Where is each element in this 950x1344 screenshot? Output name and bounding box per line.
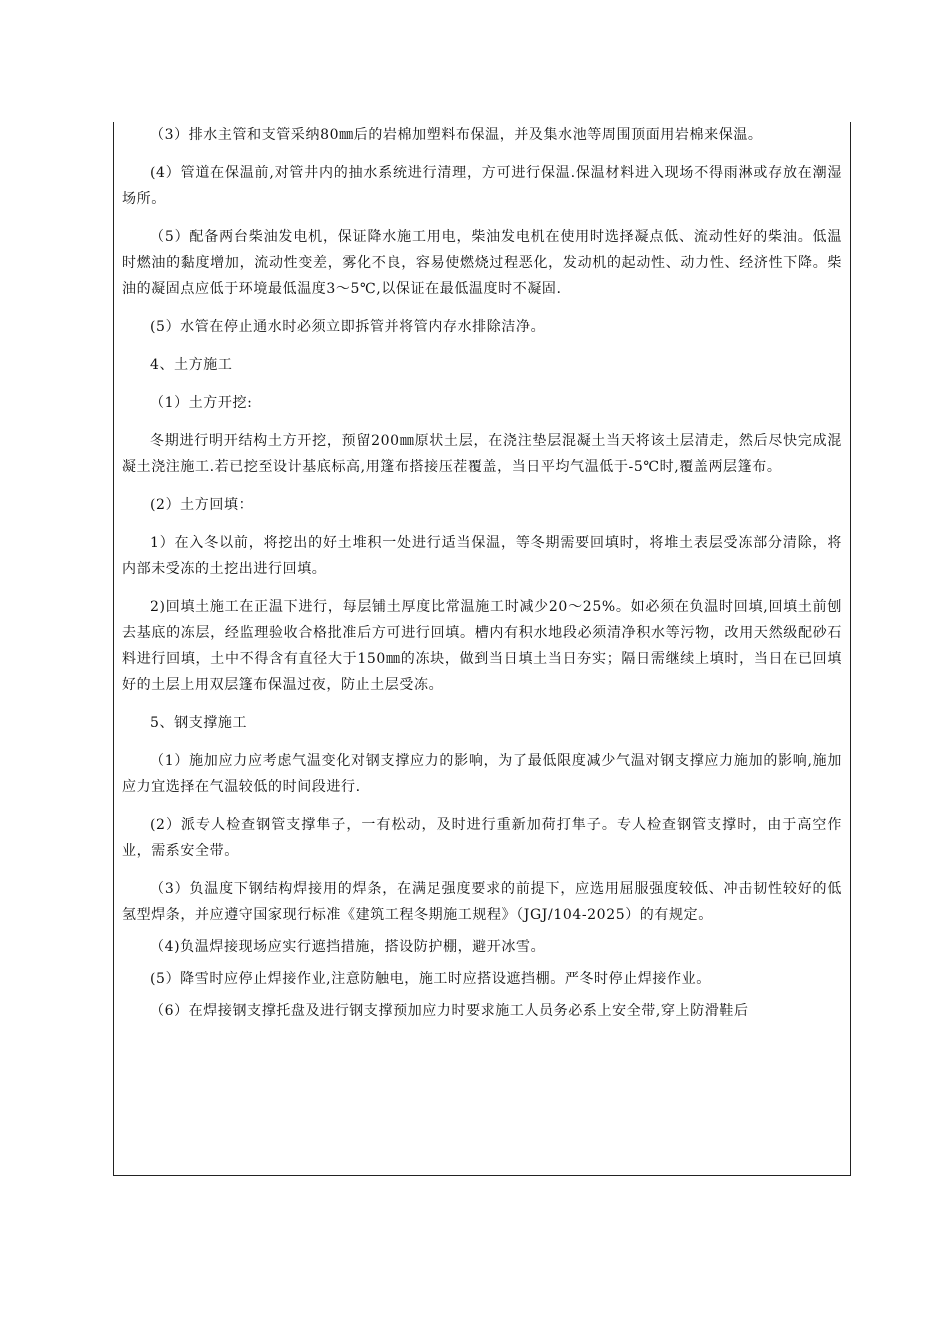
subheading-excavation: （1）土方开挖: bbox=[150, 395, 253, 411]
paragraph-steel-stress: （1）施加应力应考虑气温变化对钢支撑应力的影响，为了最低限度减少气温对钢支撑应力施加的影响,施加应力宜选择在气温较低的时间段进行. bbox=[122, 753, 842, 795]
paragraph-drainage-insulation: （3）排水主管和支管采纳80㎜后的岩棉加塑料布保温，并及集水池等周围顶面用岩棉来保温。 bbox=[150, 127, 763, 143]
paragraph-excavation-detail: 冬期进行明开结构土方开挖，预留200㎜原状土层，在浇注垫层混凝土当天将该土层清走，然后尽快完成混凝土浇注施工.若已挖至设计基底标高,用篷布搭接压茬覆盖，当日平均气温低于-5℃时,覆盖两层篷布。 bbox=[122, 433, 842, 475]
table-cell-frame bbox=[113, 122, 851, 1176]
paragraph-backfill-1: 1）在入冬以前，将挖出的好土堆积一处进行适当保温，等冬期需要回填时，将堆土表层受冻部分清除，将内部未受冻的土挖出进行回填。 bbox=[122, 535, 842, 577]
paragraph-pipe-cleaning: (4）管道在保温前,对管井内的抽水系统进行清理，方可进行保温.保温材料进入现场不得雨淋或存放在潮湿场所。 bbox=[122, 165, 842, 207]
section-heading-earthwork: 4、土方施工 bbox=[150, 357, 233, 373]
paragraph-steel-inspection: (2）派专人检查钢管支撑隼子，一有松动，及时进行重新加荷打隼子。专人检查钢管支撑时，由于高空作业，需系安全带。 bbox=[122, 817, 842, 859]
paragraph-welding-shelter: （4)负温焊接现场应实行遮挡措施，搭设防护棚，避开冰雪。 bbox=[150, 939, 546, 955]
paragraph-snow-welding: (5）降雪时应停止焊接作业,注意防触电，施工时应搭设遮挡棚。严冬时停止焊接作业。 bbox=[150, 971, 711, 987]
paragraph-backfill-2: 2)回填土施工在正温下进行，每层铺土厚度比常温施工时减少20～25%。如必须在负温时回填,回填土前刨去基底的冻层，经监理验收合格批准后方可进行回填。槽内有积水地段必须清净积水等污物，改用天然级配砂石料进行回填，土中不得含有直径大于150㎜的冻块，做到当日填土当日夯实；隔日需继续上填时，当日在已回填好的土层上用双层篷布保温过夜，防止土层受冻。 bbox=[122, 599, 842, 693]
section-heading-steel-support: 5、钢支撑施工 bbox=[150, 715, 248, 731]
paragraph-diesel-generator: （5）配备两台柴油发电机，保证降水施工用电，柴油发电机在使用时选择凝点低、流动性好的柴油。低温时燃油的黏度增加，流动性变差，雾化不良，容易使燃烧过程恶化，发动机的起动性、动力性、经济性下降。柴油的凝固点应低于环境最低温度3～5℃,以保证在最低温度时不凝固. bbox=[122, 229, 842, 297]
paragraph-water-pipe: (5）水管在停止通水时必须立即拆管并将管内存水排除洁净。 bbox=[150, 319, 546, 335]
paragraph-safety-belt: （6）在焊接钢支撑托盘及进行钢支撑预加应力时要求施工人员务必系上安全带,穿上防滑鞋后 bbox=[150, 1003, 749, 1019]
paragraph-welding-electrodes: （3）负温度下钢结构焊接用的焊条，在满足强度要求的前提下，应选用屈服强度较低、冲击韧性较好的低氢型焊条，并应遵守国家现行标准《建筑工程冬期施工规程》（JGJ/104-2025）的有规定。 bbox=[122, 881, 842, 923]
subheading-backfill: (2）土方回填： bbox=[150, 497, 254, 513]
document-body bbox=[122, 122, 842, 1024]
